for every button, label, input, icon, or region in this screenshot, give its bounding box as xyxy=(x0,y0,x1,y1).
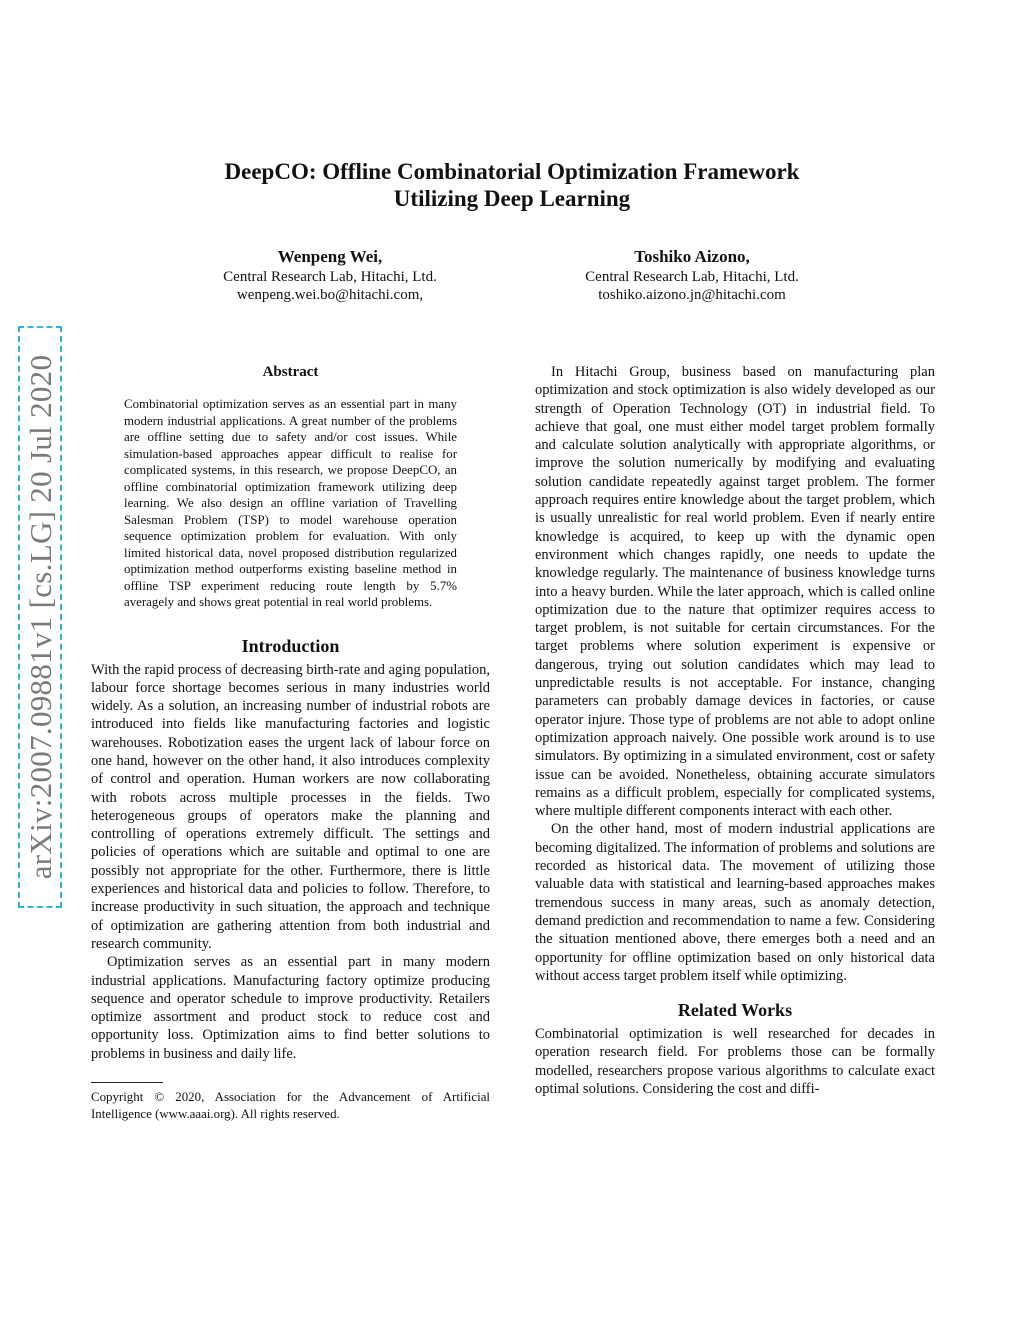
related-works-paragraph-1: Combinatorial optimization is well researched for decades in operation research field. For problems those can be formally modelled, researchers propose various algorithms to calculate exact optimal solutions. Considering the cost and diffi- xyxy=(535,1026,935,1097)
left-column xyxy=(91,362,490,1122)
body-paragraph-digitalization: On the other hand, most of modern industrial applications are becoming digitalized. The information of problems and solutions are recorded as historical data. The movement of utilizing those valuable data with statistical and learning-based approaches makes tremendous success in many areas, such as anomaly detection, demand prediction and recommendation to name a few. Considering the situation mentioned above, there emerges both a need and an opportunity for offline optimization based on only historical data without access target problem itself while optimizing. xyxy=(535,821,935,984)
introduction-heading: Introduction xyxy=(241,635,340,656)
paper-title xyxy=(150,158,874,212)
introduction-paragraph-1: With the rapid process of decreasing birth-rate and aging population, labour force shortage becomes serious in many industries world widely. As a solution, an increasing number of industrial robots are introduced into fields like manufacturing factories and logistic warehouses. Robotization eases the urgent lack of labour force on one hand, however on the other hand, it also introduces complexity of control and operation. Human workers are now collaborating with robots across multiple processes in the fields. Two heterogeneous groups of operators make the planning and controlling of operations extremely difficult. The settings and policies of operations which are suitable and optimal to one are possibly not appropriate for the other. Furthermore, there is little experiences and historical data and policies to follow. Therefore, to increase productivity in such situation, the approach and technique of optimization are gathering attention from both industrial and research community. xyxy=(91,661,490,952)
title-line-2: Utilizing Deep Learning xyxy=(393,186,631,211)
author-name: Wenpeng Wei, xyxy=(277,247,383,266)
author-block-2 xyxy=(532,246,852,304)
author-email: toshiko.aizono.jn@hitachi.com xyxy=(598,287,786,303)
arxiv-stamp: arXiv:2007.09881v1 [cs.LG] 20 Jul 2020 xyxy=(23,354,58,880)
copyright-footnote: Copyright © 2020, Association for the Advancement of Artificial Intelligence (www.aaai.org). All rights reserved. xyxy=(91,1090,490,1121)
author-affiliation: Central Research Lab, Hitachi, Ltd. xyxy=(223,269,437,285)
abstract-heading: Abstract xyxy=(262,364,319,380)
author-name: Toshiko Aizono, xyxy=(634,247,750,266)
footnote-divider xyxy=(91,1082,163,1083)
author-block-1 xyxy=(170,246,490,304)
right-column xyxy=(535,363,935,1098)
body-paragraph-hitachi: In Hitachi Group, business based on manufacturing plan optimization and stock optimization is also widely developed as our strength of Operation Technology (OT) in industrial field. To achieve that goal, one must either model target problem formally and calculate solution analytically with appropriate algorithms, or improve the solution numerically by modifying and evaluating solution candidate repeatedly against target problem. The former approach requires entire knowledge about the target problem, which is usually unrealistic for real world problem. Even if nearly entire knowledge is acquired, to keep up with the dynamic open environment which changes rapidly, one needs to update the knowledge regularly. The maintenance of business knowledge turns into a heavy burden. While the later approach, which is called online optimization due to the nature that optimizer requires access to target problem, is not suitable for certain circumstances. For the target problems where solution experiment is expensive or dangerous, trying out solution candidates which may lead to unpredictable results is not acceptable. For instance, changing parameters can probably damage devices in factories, or cause operator injure. Those type of problems are not able to adopt online optimization approach naively. One possible work around is to use simulators. By optimizing in a simulated environment, cost or safety issue can be avoided. Nonetheless, obtaining accurate simulators remains as a difficult problem, especially for complicated systems, where multiple different components interact with each other. xyxy=(535,364,935,820)
author-email: wenpeng.wei.bo@hitachi.com, xyxy=(236,287,424,303)
title-line-1: DeepCO: Offline Combinatorial Optimization Framework xyxy=(224,159,800,184)
abstract-text: Combinatorial optimization serves as an essential part in many modern industrial applications. A great number of the problems are offline setting due to safety and/or cost issues. While simulation-based approaches appear difficult to realise for complicated systems, in this research, we propose DeepCO, an offline combinatorial optimization framework utilizing deep learning. We also design an offline variation of Travelling Salesman Problem (TSP) to model warehouse operation sequence optimization problem for evaluation. With only limited historical data, novel proposed distribution regularized optimization method outperforms existing baseline method in offline TSP experiment reducing route length by 5.7% averagely and shows great potential in real world problems. xyxy=(124,397,457,609)
author-affiliation: Central Research Lab, Hitachi, Ltd. xyxy=(585,269,799,285)
related-works-heading: Related Works xyxy=(677,1000,793,1021)
introduction-paragraph-2: Optimization serves as an essential part in many modern industrial applications. Manufacturing factory optimize producing sequence and operator schedule to improve productivity. Retailers optimize assortment and product stock to reduce cost and opportunity loss. Optimization aims to find better solutions to problems in business and daily life. xyxy=(91,954,490,1062)
